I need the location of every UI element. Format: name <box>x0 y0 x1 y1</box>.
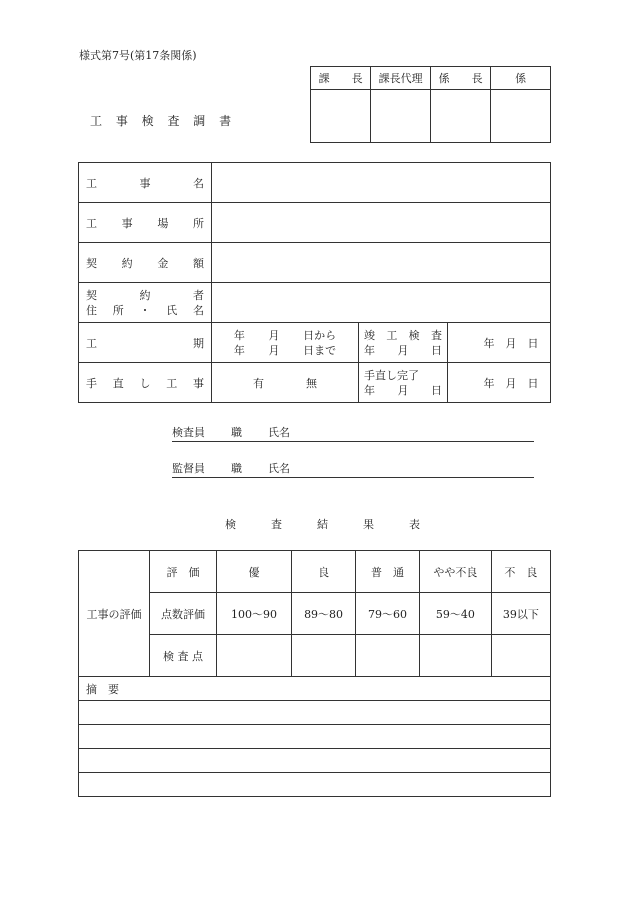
inspector-signature-line[interactable] <box>172 424 534 442</box>
rework-options[interactable] <box>212 363 359 403</box>
summary-line[interactable] <box>79 749 551 773</box>
points-label: 検 査 点 <box>150 635 217 677</box>
approval-table <box>310 66 551 143</box>
summary-label: 摘 要 <box>79 677 551 701</box>
evaluation-label: 評 価 <box>150 551 217 593</box>
rework-option-yes[interactable]: 有 <box>253 376 264 390</box>
rework-done-date[interactable]: 年 月 日 <box>448 363 551 403</box>
position-label: 職 <box>231 426 242 439</box>
approval-header-staff: 係 <box>491 67 551 90</box>
score-range-cell: 79～60 <box>356 593 420 635</box>
points-cell[interactable] <box>217 635 292 677</box>
rework-done-label: 手直し完了 年 月 日 <box>359 363 448 403</box>
grade-cell: 普 通 <box>356 551 420 593</box>
approval-header-section-chief: 課 長 <box>311 67 371 90</box>
grade-cell: 優 <box>217 551 292 593</box>
period-to: 年 月 日まで <box>233 343 337 357</box>
name-label: 氏名 <box>268 462 290 475</box>
points-cell[interactable] <box>419 635 491 677</box>
period-from: 年 月 日から <box>233 328 337 342</box>
period-label: 工 期 <box>79 323 212 363</box>
completion-inspection-label: 竣 工 検 査 年 月 日 <box>359 323 448 363</box>
grade-cell: やや不良 <box>419 551 491 593</box>
construction-site-label: 工 事 場 所 <box>79 203 212 243</box>
seal-box[interactable] <box>491 90 551 143</box>
evaluation-row-label: 工事の評価 <box>79 551 150 677</box>
completion-inspection-date[interactable]: 年 月 日 <box>448 323 551 363</box>
seal-box[interactable] <box>371 90 431 143</box>
points-cell[interactable] <box>292 635 356 677</box>
seal-box[interactable] <box>311 90 371 143</box>
supervisor-signature-line[interactable] <box>172 460 534 478</box>
construction-site-field[interactable] <box>212 203 551 243</box>
period-field[interactable] <box>212 323 359 363</box>
points-cell[interactable] <box>491 635 550 677</box>
inspection-info-table <box>78 162 551 403</box>
grade-cell: 不 良 <box>491 551 550 593</box>
score-range-cell: 100～90 <box>217 593 292 635</box>
position-label: 職 <box>231 462 242 475</box>
summary-line[interactable] <box>79 725 551 749</box>
contract-amount-field[interactable] <box>212 243 551 283</box>
contractor-field[interactable] <box>212 283 551 323</box>
score-label: 点数評価 <box>150 593 217 635</box>
score-range-cell: 89～80 <box>292 593 356 635</box>
name-label: 氏名 <box>268 426 290 439</box>
inspector-label: 検査員 <box>172 426 205 439</box>
contract-amount-label: 契 約 金 額 <box>79 243 212 283</box>
results-title: 検 査 結 果 表 <box>225 518 420 531</box>
grade-cell: 良 <box>292 551 356 593</box>
construction-name-field[interactable] <box>212 163 551 203</box>
score-range-cell: 39以下 <box>491 593 550 635</box>
score-range-cell: 59～40 <box>419 593 491 635</box>
construction-name-label: 工 事 名 <box>79 163 212 203</box>
rework-option-no[interactable]: 無 <box>306 376 317 390</box>
form-number: 様式第7号(第17条関係) <box>79 49 197 62</box>
approval-header-deputy-chief: 課長代理 <box>371 67 431 90</box>
points-cell[interactable] <box>356 635 420 677</box>
seal-box[interactable] <box>430 90 490 143</box>
approval-header-subsection-chief: 係 長 <box>430 67 490 90</box>
rework-label: 手 直 し 工 事 <box>79 363 212 403</box>
document-title: 工 事 検 査 調 書 <box>90 114 237 128</box>
contractor-label: 契 約 者 住 所 ・ 氏 名 <box>79 283 212 323</box>
summary-line[interactable] <box>79 773 551 797</box>
summary-line[interactable] <box>79 701 551 725</box>
supervisor-label: 監督員 <box>172 462 205 475</box>
results-table <box>78 550 551 797</box>
